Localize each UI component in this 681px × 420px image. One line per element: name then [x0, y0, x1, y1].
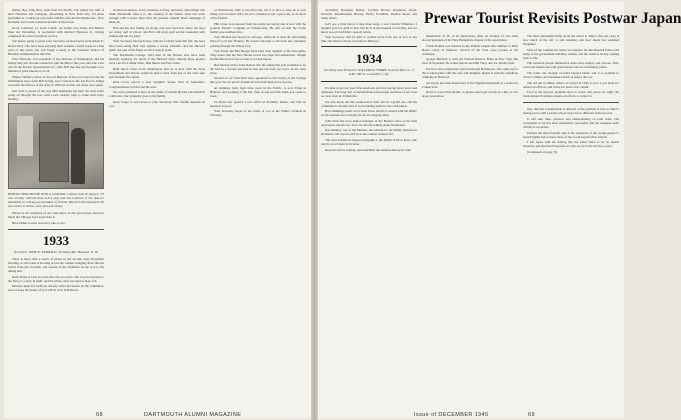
paragraph: Meanwhile, N. H., at an anniversary affair on October 15, has been elected president of the New Hampshire chapter of the association.: [422, 34, 518, 43]
photo-man-at-door: [8, 103, 104, 189]
paragraph: It will take time, patience and understanding on both sides. The occupation so far has been remarkably successful, and the Japanese seem willing to cooperate.: [523, 116, 619, 130]
continued-note: (Continued on page 72): [527, 149, 558, 154]
page-number: 69: [528, 412, 535, 418]
paragraph: Kerry Connonal, Lt. Kent Comdr., Al Saddy, Lee Arlen, and Heinzy Mak last December, is reoriented with Richard Harrison Jr., having completed six years in military service.: [8, 25, 104, 38]
paragraph: Rudy Klaus is back in town after the war years. The way he returned to the Navy is a story in itself, and the whole class was glad to hear of it.: [8, 274, 104, 283]
left-column-1: [8, 8, 104, 393]
paragraph: Whitey Wilder's retrial of the old Hanover School in Concord and the Washington news from Bill Spring, now Captain in the Air Forces, brings word that the fellows of the class of 1930 are at their old tricks once again.: [8, 74, 104, 88]
paragraph: We were saddened to hear of the death of Charlie Brooks last month in California. Our sympathy goes to his family.: [109, 90, 205, 99]
paragraph: Pete Mallory, late of the Marines, has returned to the family business in Rochester and says he will be at the reunion without fail.: [321, 128, 417, 137]
magazine-title: DARTMOUTH ALUMNI MAGAZINE: [144, 412, 242, 418]
paragraph: Reunion plans for 1948 are already under discussion by the committee, and we hope that many of you will be back in Hanover.: [8, 284, 104, 293]
left-column-3: [210, 8, 306, 393]
paragraph: Art Doyle has been made head of the English department at a school in Connecticut.: [422, 80, 518, 89]
left-column-2: [109, 8, 205, 393]
paragraph: Hal Cummings sends word from Texas that he is settled with his family in San Antonio and working for an oil company there.: [321, 109, 417, 118]
section-divider: [8, 229, 104, 230]
paragraph: Let's see a little before I take three steps. I saw Lincoln Whitmore. I thought you'd be glad to hear that he is in the hospital recovering, and we know you all wish him a speedy return.: [321, 21, 417, 34]
paragraph: Ham Wood writes from Washington that he is now with the State Department and that he would be glad to hear from any of the class who pass through the capital.: [109, 66, 205, 79]
page-number: 68: [96, 412, 103, 418]
paragraph: The trains run, though crowded beyond belief, and it is possible to travel to Nikko and Kamakura much as before the war.: [523, 70, 619, 80]
right-page: [318, 2, 681, 418]
paragraph: News is scarce this month, so please send your Secretary a line or two about yourselves.: [422, 90, 518, 99]
paragraph: Jack Ferris and Bill Hooper have been seen together at the Yale game. They report that the New Haven crowd was large and enthusiastic, though Dartmouth did not fare as well as we had hoped.: [210, 49, 306, 62]
paragraph: Several of our class have been appointed to the faculty of the College this year. We are proud of them all and wish them every success.: [210, 76, 306, 85]
class-secretary-byline: Secretary, JOHN E. FERNALD, 40 Valley Rd., Hanover, N. H.: [13, 249, 99, 254]
paragraph: Our class is proud of the way Milt Kaminsky has kept the class letter going all through the war, with a new address page to come with every mailing.: [8, 88, 104, 101]
paragraph: Frank Perkins was married in the Rollins Chapel this summer to Miss Helen Carter of Hanover. Several of the class were present at the ceremony.: [422, 43, 518, 56]
paragraph: The class extends its deepest sympathy to the family of Dave Ross, who died in an accident in October.: [321, 137, 417, 147]
paragraph: Tom Sheldon has moved to Chicago, where he is with the advertising firm of Lord and Thomas. He would welcome a call from any classmate passing through the Windy City.: [210, 35, 306, 48]
paragraph: One, this last consideration is directed at the problem of how to build a lasting peace with a people whose ways are so different from our own.: [523, 107, 619, 116]
right-column-1: [321, 8, 417, 393]
paragraph: Best wishes to each and every one of you.: [12, 220, 66, 225]
class-year-heading: 1933: [43, 232, 69, 248]
paragraph: Your Secretary has been busy with the football team this fall; the boys have been doing their best against a strong schedule, and the Harvard game was one of the finest we have seen in years.: [109, 39, 205, 52]
paragraph: We now know that the reunion next June will be a grand one, and the committee is already hard at work making plans for the celebration.: [321, 99, 417, 108]
left-page: [4, 2, 311, 418]
paragraph: I left Japan with the feeling that the future there is by no means hopeless, and that much depends on what we do in the next few years.: [523, 140, 619, 149]
paragraph: The Dartmouth College 1933 men in the Boston area have been meeting regularly for lunch at the Harvard Club. Among those present were Len Ford, Hank Elliot, Bud Morse and Pete Grant.: [109, 53, 205, 66]
article-headline: Prewar Tourist Revisits Postwar Japan: [424, 10, 681, 27]
paragraph: Just before going to press your Secretary received news from Albert E. Royal Navy who have been enjoying their wartime coastal scene in a fine yarn of this leave. He will begin a study at the Graduate School of Business Administration this Fall.: [8, 39, 104, 56]
issue-date: Issue of DECEMBER 1945: [414, 412, 489, 418]
paragraph: It's time to get out your little notebook and start jotting down news and addresses. The long trail of demobilization has begun and most of our class are now back in civilian life.: [321, 85, 417, 99]
paragraph: The most remarkable thing about the return to Tokyo after ten years is how much of the city is still standing, and how much has vanished altogether.: [523, 34, 619, 47]
paragraph: civilian excellence, every executive activity, and more often things that make Dartmouth what it is: the opening of the Winter Term last week brought with it more signs than the greatest Alumni Fund campaign of them all.: [109, 8, 205, 25]
right-column-2: [422, 34, 518, 393]
paragraph: Your Secretary hopes to see many of you at the Winter Carnival in February.: [210, 109, 306, 118]
paragraph: Phil Crane was released from the Army last spring and is now with the General Electric Company in Schenectady. He tells us that the Crane family now numbers five.: [210, 21, 306, 34]
photo-person: [71, 128, 85, 184]
paragraph: family, Bos, Fing Rice, both from the Pacific, late joined the staff of Kurt Newman and Company, advertising in New York City. Ed Allen (erstwhile Lt. Comdr.) is now back with his wife and Ski Bennet Inc., New Rochelle, and on his Connecticut farm in Newtown.: [8, 8, 104, 25]
paragraph: Secondary Bowman, Barber, Leyland Brown, Raymond, Wood, Norwich, Moulderbush, Harvey, Wolfe, Froehlich, Thomas Rowe, and many others.: [321, 8, 417, 21]
paragraph: Dick Lucas reports a new daughter, Susan, born in September. Congratulations to Dick and his wife.: [109, 80, 205, 89]
paragraph: of Westchester. This is the third son, but it is nice to hear he is now doing well at school. After all, he's a Democrat and a good one, as are most of his friends.: [210, 8, 306, 21]
section-divider: [523, 102, 619, 103]
paragraph: Most of the commercial center was burned, but the Imperial Palace and many of the government buildings remain, and the Ginza is slowly coming back to life.: [523, 47, 619, 60]
paragraph: Please let the members of our class know of this good news, and how much the Chicago boys appreciate it.: [8, 210, 104, 220]
class-1934-header: [321, 46, 417, 82]
paragraph: Al Jennings, back from three years in the Pacific, is now living in Hanover and working at the Inn. Stop in and see him when you come to town.: [210, 85, 306, 99]
paragraph: Fred Vanstone, vice president of the Institute of Washington, and his family may just become connected with the Mirror this year, and who soon will be the Boston representative of a fine firm that has just brought out a bulletin of great interest to us all.: [8, 57, 104, 74]
paragraph: We had a most enjoyable visit from Ralph Henderson, who came up for the Cornell game with his wife and daughter. Ralph is with the telephone company in Hartford.: [422, 66, 518, 80]
photo-caption: BEHOLD THAT HOUSE NOW A CIVILIAN: Colonel John W. Spencer '33 was recently relieved from active duty and has returned to the Spencer plantation in Chicago as president of Scheme Research Incorporated. He now writes to Arline, sons Jack and Jimmy.: [8, 191, 104, 208]
paragraph: Your Secretary will be glad to receive news from any of you at any time; the mail is always welcome in Hanover.: [321, 35, 417, 44]
class-secretary-byline: Secretary and Treasurer, WILLIAM A. FERRY, General Box Co., 5 A.M. 100 St., Louisville 1, Ky.: [323, 67, 415, 76]
paragraph: The old inn at Nikko, where we stayed in 1935, is now a rest hotel for American officers, and it has lost none of its charm.: [523, 80, 619, 89]
paragraph: There is more than a touch of winter in the air this crisp November morning. A cold wind is blowing across the campus bringing down the last leaves from the old elms, and squeals of the freshmen on the way to the dining hall.: [8, 256, 104, 274]
paragraph: Bob and his new family are living over near Norwich, where the boys are doing well at school, and Bob still plays golf on the weekends with Judson and the old gang.: [109, 25, 205, 38]
spread-gutter: [311, 0, 318, 420]
paragraph: The Japanese people themselves seem tired, hungry and curious. They watch the Americans with great interest and are unfailingly polite.: [523, 61, 619, 70]
paragraph: Don't forget to send news to your Secretary; this column depends on you.: [109, 99, 205, 108]
paragraph: Ed Rowe has opened a law office in Portland, Maine, and tells us business is good.: [210, 99, 306, 108]
photo-lamp: [17, 116, 33, 156]
photo-door: [39, 122, 69, 182]
paragraph: Food is the greatest problem. Rice is scarce and prices are high; the black market flourishes despite all efforts to control it.: [523, 90, 619, 99]
paragraph: Keep the letters coming, and remember the reunion dates next June.: [325, 147, 412, 152]
class-year-heading: 1934: [356, 50, 382, 66]
paragraph: Bud Norton writes from Denver that the skiing this year promises to be the best in a decade and that he has already been out twice on the early snow.: [210, 62, 306, 75]
paragraph: George Baldwin is with the Federal Reserve Bank in New York and lives in Scarsdale. He writes that he sees Bill Tracy and Joe Marsh often.: [422, 57, 518, 66]
paragraph: John Fitch has been named manager of the Boston office of his firm and reports that his two boys are already talking about Dartmouth.: [321, 118, 417, 127]
paragraph: Perhaps the most hopeful sign is the eagerness of the young people to learn English and to know more of the world beyond their islands.: [523, 130, 619, 139]
right-column-3: [523, 34, 619, 393]
